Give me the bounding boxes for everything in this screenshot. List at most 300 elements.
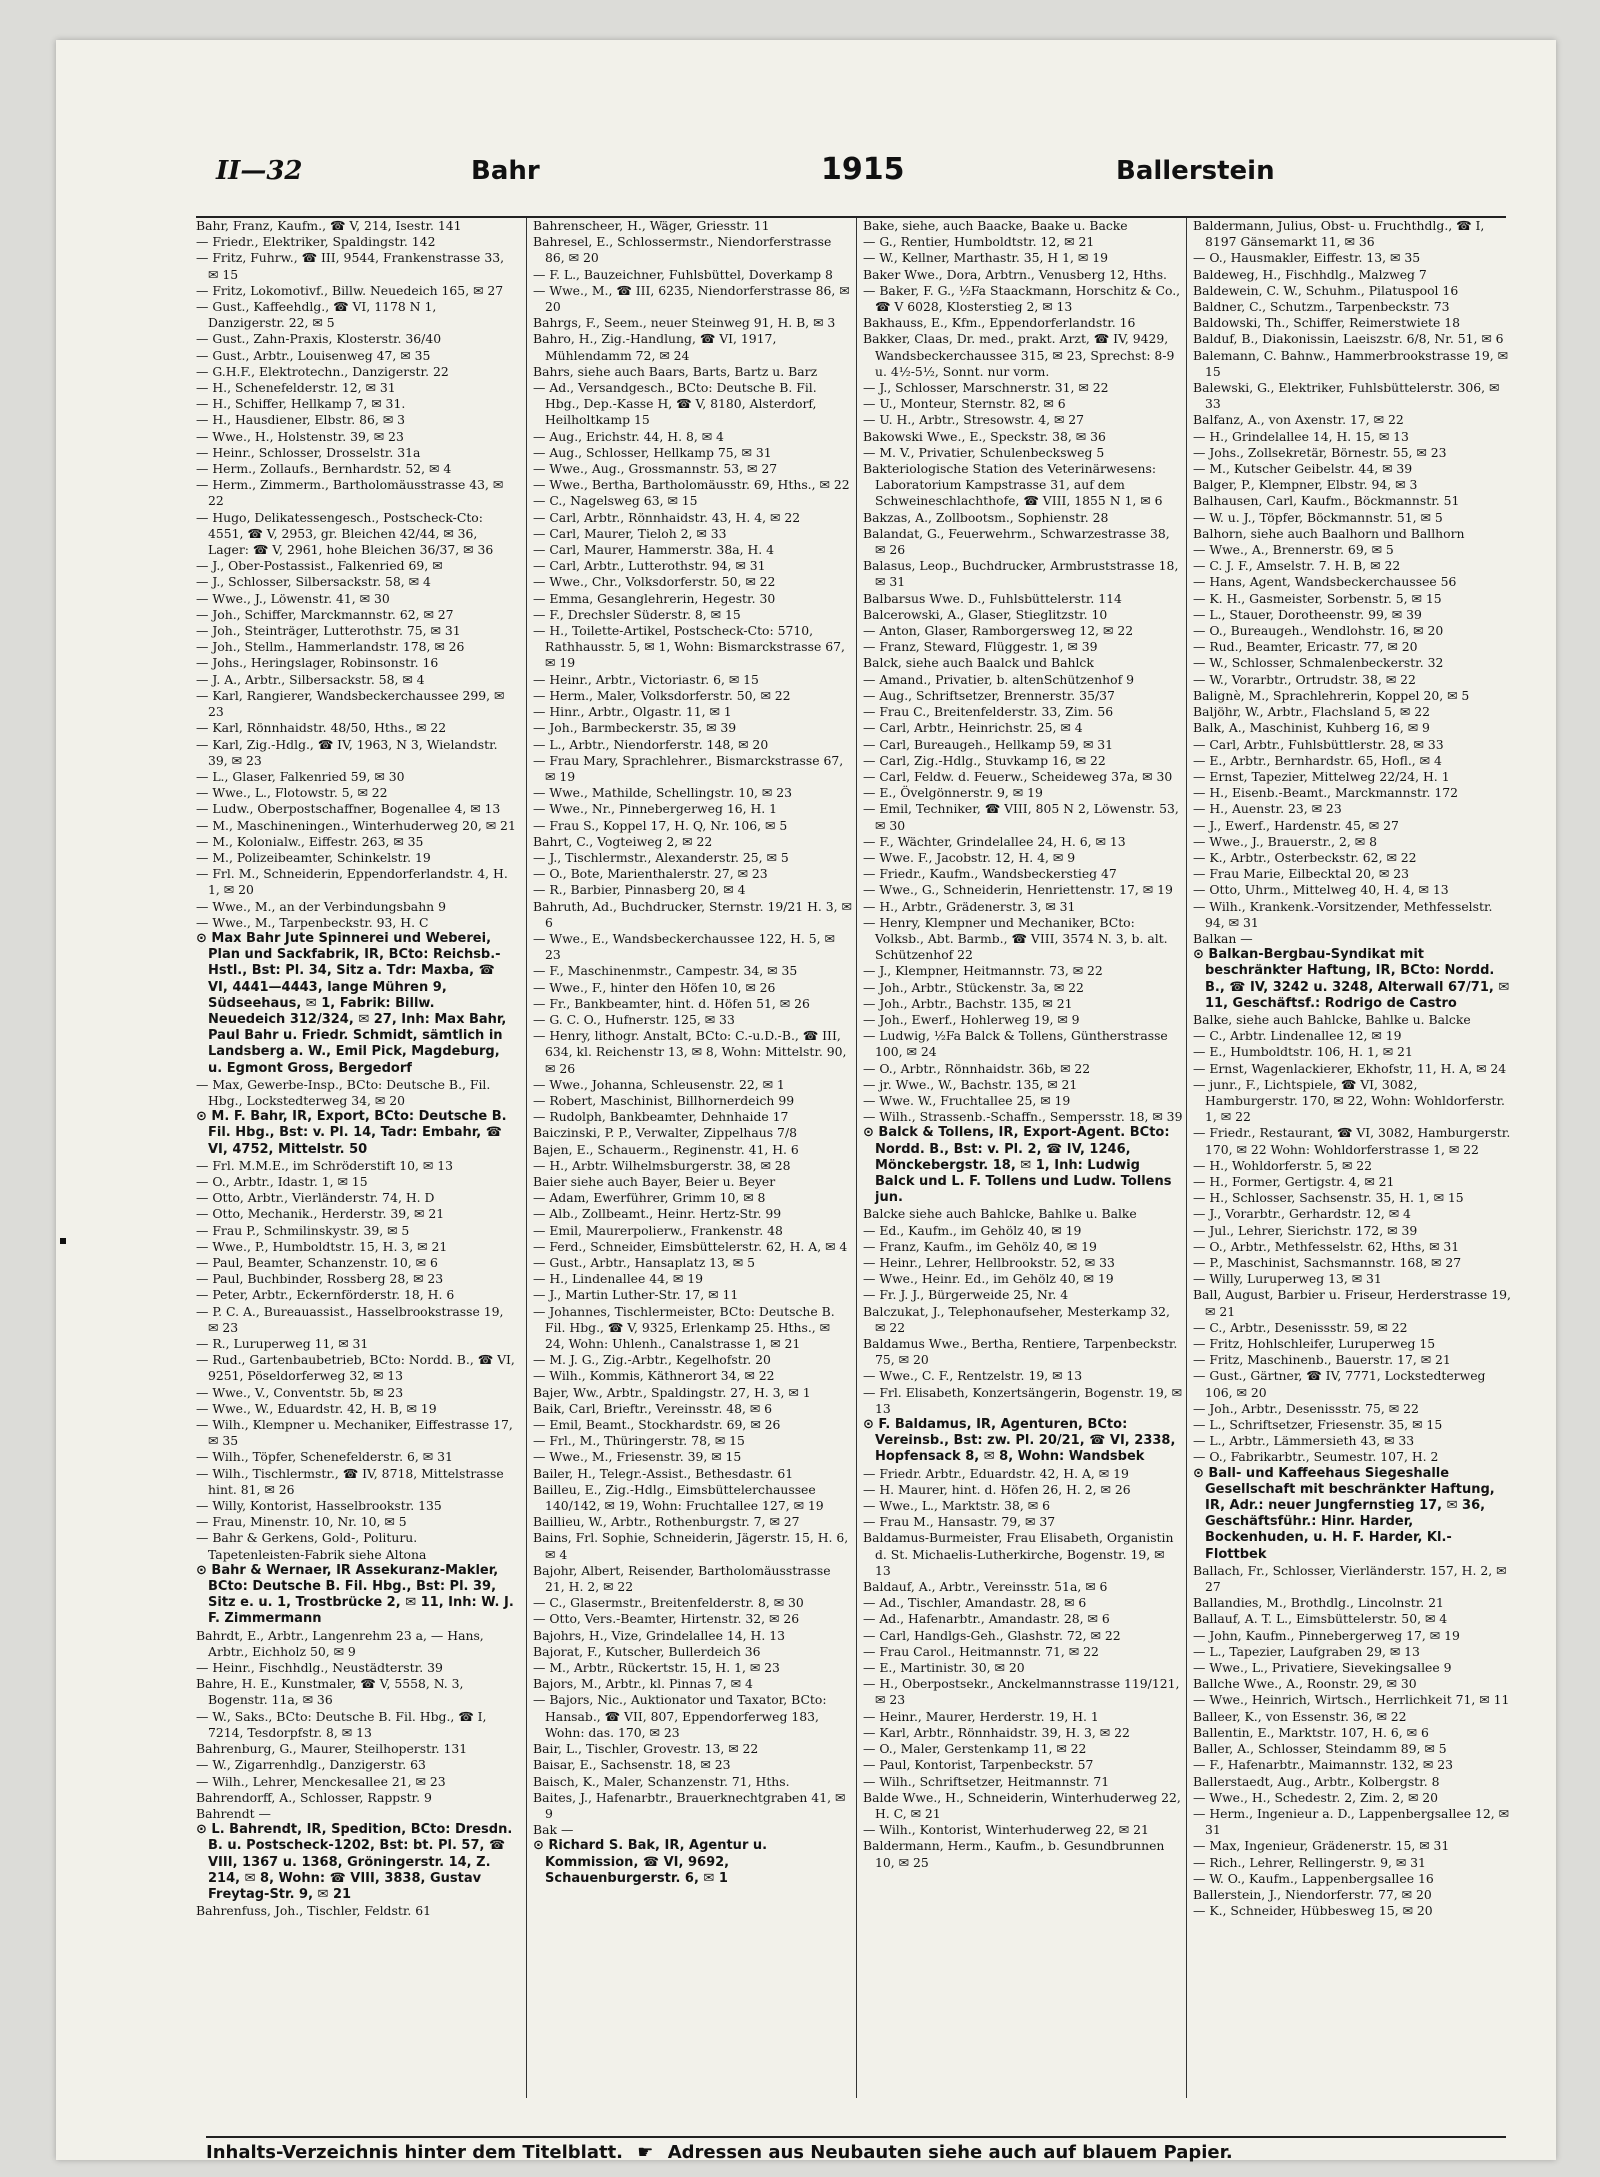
footer-new-buildings-note: Adressen aus Neubauten siehe auch auf blauem Papier. <box>667 2142 1233 2163</box>
directory-entry: — Fr., Bankbeamter, hint. d. Höfen 51, ✉ 26 <box>533 995 810 1011</box>
header-last-name: Ballerstein <box>1116 156 1275 186</box>
directory-entry: Bahruth, Ad., Buchdrucker, Sternstr. 19/21 H. 3, ✉ 6 <box>533 898 852 930</box>
directory-entry: — Wwe. F., Jacobstr. 12, H. 4, ✉ 9 <box>863 849 1076 865</box>
directory-entry: — J., Schlosser, Silbersackstr. 58, ✉ 4 <box>196 574 431 590</box>
directory-entry: — Gust., Gärtner, ☎ IV, 7771, Lockstedterweg 106, ✉ 20 <box>1193 1368 1486 1400</box>
directory-entry: Ballandies, M., Brothdlg., Lincolnstr. 21 <box>1193 1595 1444 1611</box>
directory-entry: Baldowski, Th., Schiffer, Reimerstwiete 18 <box>1193 315 1461 331</box>
directory-entry: — Carl, Arbtr., Rönnhaidstr. 43, H. 4, ✉ 22 <box>533 509 801 525</box>
directory-entry: — Franz, Kaufm., im Gehölz 40, ✉ 19 <box>863 1238 1097 1254</box>
directory-entry: — Wwe., Heinr. Ed., im Gehölz 40, ✉ 19 <box>863 1271 1114 1287</box>
directory-entry: — Anton, Glaser, Ramborgersweg 12, ✉ 22 <box>863 623 1134 639</box>
directory-entry: — W., Schlosser, Schmalenbeckerstr. 32 <box>1193 655 1444 671</box>
directory-entry: — Wilh., Kommis, Käthnerort 34, ✉ 22 <box>533 1368 775 1384</box>
directory-entry: Bahrt, C., Vogteiweg 2, ✉ 22 <box>533 833 713 849</box>
directory-entry: Bahrgs, F., Seem., neuer Steinweg 91, H. B, ✉ 3 <box>533 315 836 331</box>
directory-entry: — Hugo, Delikatessengesch., Postscheck-Cto: 4551, ☎ V, 2953, gr. Bleichen 42/44, ✉ 36, Lager: ☎ V, 2961, hohe Bleichen 36/37, ✉ 36 <box>196 509 494 558</box>
directory-entry: — C., Arbtr., Desenissstr. 59, ✉ 22 <box>1193 1319 1408 1335</box>
directory-entry: Baiczinski, P. P., Verwalter, Zippelhaus 7/8 <box>533 1125 798 1141</box>
directory-entry: — Otto, Uhrm., Mittelweg 40, H. 4, ✉ 13 <box>1193 882 1449 898</box>
directory-entry: — Joh., Stellm., Hammerlandstr. 178, ✉ 26 <box>196 639 465 655</box>
directory-entry: — O., Maler, Gerstenkamp 11, ✉ 22 <box>863 1741 1087 1757</box>
directory-entry: — G., Rentier, Humboldtstr. 12, ✉ 21 <box>863 234 1095 250</box>
directory-entry: — H., Hausdiener, Elbstr. 86, ✉ 3 <box>196 412 406 428</box>
directory-entry: — E., Martinistr. 30, ✉ 20 <box>863 1660 1025 1676</box>
directory-entry: Ballerstaedt, Aug., Arbtr., Kolbergstr. 8 <box>1193 1773 1440 1789</box>
footer-index-note: Inhalts-Verzeichnis hinter dem Titelblatt. <box>206 2142 624 2163</box>
directory-entry: — Joh., Barmbeckerstr. 35, ✉ 39 <box>533 720 737 736</box>
column-1 <box>196 218 516 2098</box>
directory-entry: — Ad., Hafenarbtr., Amandastr. 28, ✉ 6 <box>863 1611 1110 1627</box>
directory-entry: — R., Luruperweg 11, ✉ 31 <box>196 1336 369 1352</box>
directory-entry: Balk, A., Maschinist, Kuhberg 16, ✉ 9 <box>1193 720 1430 736</box>
directory-entry: Bakhauss, E., Kfm., Eppendorferlandstr. 16 <box>863 315 1136 331</box>
directory-entry: — Karl, Arbtr., Rönnhaidstr. 39, H. 3, ✉ 22 <box>863 1724 1130 1740</box>
directory-entry: Ballerstein, J., Niendorferstr. 77, ✉ 20 <box>1193 1886 1432 1902</box>
directory-entry: — M., Maschineningen., Winterhuderweg 20, ✉ 21 <box>196 817 516 833</box>
directory-entry: — Herm., Maler, Volksdorferstr. 50, ✉ 22 <box>533 687 791 703</box>
directory-entry: — O., Arbtr., Idastr. 1, ✉ 15 <box>196 1173 368 1189</box>
directory-entry: — Fritz, Maschinenb., Bauerstr. 17, ✉ 21 <box>1193 1352 1451 1368</box>
directory-entry: — R., Barbier, Pinnasberg 20, ✉ 4 <box>533 882 746 898</box>
directory-entry: Balfanz, A., von Axenstr. 17, ✉ 22 <box>1193 412 1404 428</box>
directory-entry: — Gust., Zahn-Praxis, Klosterstr. 36/40 <box>196 331 442 347</box>
directory-entry: — Wilh., Schriftsetzer, Heitmannstr. 71 <box>863 1773 1110 1789</box>
directory-entry: — E., Arbtr., Bernhardstr. 65, Hofl., ✉ 4 <box>1193 752 1442 768</box>
directory-entry: — Wwe., E., Wandsbeckerchaussee 122, H. 5, ✉ 23 <box>533 930 835 963</box>
directory-entry: — H. Maurer, hint. d. Höfen 26, H. 2, ✉ 26 <box>863 1481 1131 1497</box>
directory-entry: Bakteriologische Station des Veterinärwesens: Laboratorium Kampstrasse 31, auf dem Schweineschlachthofe, ☎ VIII, 1855 N 1, ✉ 6 <box>863 461 1163 509</box>
directory-entry: — Heinr., Schlosser, Drosselstr. 31a <box>196 444 421 460</box>
directory-entry: Bahresel, E., Schlossermstr., Niendorferstrasse 86, ✉ 20 <box>533 234 832 266</box>
directory-entry: — Wwe., V., Conventstr. 5b, ✉ 23 <box>196 1384 404 1400</box>
directory-entry: — J., Klempner, Heitmannstr. 73, ✉ 22 <box>863 963 1103 979</box>
directory-entry: — Karl, Rangierer, Wandsbeckerchaussee 299, ✉ 23 <box>196 687 505 720</box>
directory-entry: — Rudolph, Bankbeamter, Dehnhaide 17 <box>533 1109 789 1125</box>
directory-entry: — Paul, Kontorist, Tarpenbeckstr. 57 <box>863 1757 1094 1773</box>
directory-entry: — O., Hausmakler, Eiffestr. 13, ✉ 35 <box>1193 250 1421 266</box>
directory-entry: — U., Monteur, Sternstr. 82, ✉ 6 <box>863 396 1066 412</box>
directory-entry: Ball, August, Barbier u. Friseur, Herderstrasse 19, ✉ 21 <box>1193 1287 1511 1319</box>
directory-entry: Bahre, H. E., Kunstmaler, ☎ V, 5558, N. 3, Bogenstr. 11a, ✉ 36 <box>196 1676 464 1708</box>
directory-entry: Bakker, Claas, Dr. med., prakt. Arzt, ☎ IV, 9429, Wandsbeckerchaussee 315, ✉ 23, Sprechst: 8-9 u. 4½-5½, Sonnt. nur vorm. <box>863 331 1175 379</box>
directory-entry: Baisch, K., Maler, Schanzenstr. 71, Hths. <box>533 1773 790 1789</box>
directory-entry: — Ed., Kaufm., im Gehölz 40, ✉ 19 <box>863 1222 1082 1238</box>
directory-entry: — P., Maschinist, Sachsmannstr. 168, ✉ 27 <box>1193 1255 1462 1270</box>
directory-entry: — H., Grindelallee 14, H. 15, ✉ 13 <box>1193 428 1409 444</box>
directory-entry: Baites, J., Hafenarbtr., Brauerknechtgraben 41, ✉ 9 <box>533 1789 846 1821</box>
directory-entry: — M., Kutscher Geibelstr. 44, ✉ 39 <box>1193 461 1413 477</box>
directory-entry: — O., Bureaugeh., Wendlohstr. 16, ✉ 20 <box>1193 623 1444 639</box>
directory-entry: Ballauf, A. T. L., Eimsbüttelerstr. 50, ✉ 4 <box>1193 1611 1448 1627</box>
directory-entry: Baldner, C., Schutzm., Tarpenbeckstr. 73 <box>1193 299 1450 315</box>
directory-entry: — Wwe., Chr., Volksdorferstr. 50, ✉ 22 <box>533 574 776 590</box>
directory-entry: — Hinr., Arbtr., Olgastr. 11, ✉ 1 <box>533 704 732 720</box>
directory-entry: — L., Schriftsetzer, Friesenstr. 35, ✉ 15 <box>1193 1417 1443 1433</box>
directory-entry: — Wwe., H., Schedestr. 2, Zim. 2, ✉ 20 <box>1193 1789 1439 1805</box>
directory-entry: — M. J. G., Zig.-Arbtr., Kegelhofstr. 20 <box>533 1352 771 1368</box>
directory-entry: Baller, A., Schlosser, Steindamm 89, ✉ 5 <box>1193 1741 1447 1757</box>
directory-entry: Balemann, C. Bahnw., Hammerbrookstrasse 19, ✉ 15 <box>1193 347 1508 379</box>
directory-entry: — K. H., Gasmeister, Sorbenstr. 5, ✉ 15 <box>1193 590 1442 606</box>
directory-entry: Baillieu, W., Arbtr., Rothenburgstr. 7, ✉ 27 <box>533 1514 800 1530</box>
directory-entry: Bakzas, A., Zollbootsm., Sophienstr. 28 <box>863 509 1109 525</box>
directory-entry: Bair, L., Tischler, Grovestr. 13, ✉ 22 <box>533 1741 759 1757</box>
directory-entry: — Heinr., Fischhdlg., Neustädterstr. 39 <box>196 1660 443 1676</box>
directory-entry: — Frl., M., Thüringerstr. 78, ✉ 15 <box>533 1433 745 1449</box>
directory-entry: — Wwe., M., ☎ III, 6235, Niendorferstrasse 86, ✉ 20 <box>533 282 850 315</box>
directory-entry: ⊙ M. F. Bahr, IR, Export, BCto: Deutsche B. Fil. Hbg., Bst: v. Pl. 14, Tadr: Embahr, ☎ VI, 4752, Mittelstr. 50 <box>196 1109 507 1157</box>
directory-entry: — H., Arbtr., Grädenerstr. 3, ✉ 31 <box>863 898 1076 914</box>
directory-entry: Bajors, M., Arbtr., kl. Pinnas 7, ✉ 4 <box>533 1676 753 1692</box>
directory-entry: — Robert, Maschinist, Billhornerdeich 99 <box>533 1092 795 1108</box>
directory-entry: — junr., F., Lichtspiele, ☎ VI, 3082, Hamburgerstr. 170, ✉ 22, Wohn: Wohldorferstr. 1, ✉ 22 <box>1193 1076 1505 1125</box>
directory-entry: — Max, Ingenieur, Grädenerstr. 15, ✉ 31 <box>1193 1838 1450 1854</box>
directory-entry: Baldauf, A., Arbtr., Vereinsstr. 51a, ✉ 6 <box>863 1579 1108 1595</box>
directory-entry: — Frau Carol., Heitmannstr. 71, ✉ 22 <box>863 1643 1099 1659</box>
directory-entry: — Friedr., Kaufm., Wandsbeckerstieg 47 <box>863 866 1117 882</box>
directory-entry: ⊙ Bahr & Wernaer, IR Assekuranz-Makler, BCto: Deutsche B. Fil. Hbg., Bst: Pl. 39, Sitz e. u. 1, Trostbrücke 2, ✉ 11, Inh: W. J. F. Zimmermann <box>196 1562 514 1627</box>
directory-entry: — F., Hafenarbtr., Maimannstr. 132, ✉ 23 <box>1193 1757 1454 1773</box>
directory-entry: — Wwe., F., hinter den Höfen 10, ✉ 26 <box>533 979 776 995</box>
directory-columns <box>196 216 1511 2133</box>
directory-entry: — Wwe., Mathilde, Schellingstr. 10, ✉ 23 <box>533 785 792 801</box>
directory-entry: — Wwe., L., Flotowstr. 5, ✉ 22 <box>196 785 388 801</box>
directory-entry: — H., Oberpostsekr., Anckelmannstrasse 119/121, ✉ 23 <box>863 1676 1180 1708</box>
directory-entry: Bailer, H., Telegr.-Assist., Bethesdastr. 61 <box>533 1465 794 1481</box>
directory-entry: — E., Övelgönnerstr. 9, ✉ 19 <box>863 785 1043 801</box>
directory-entry: — Frau, Minenstr. 10, Nr. 10, ✉ 5 <box>196 1514 407 1530</box>
directory-entry: — Paul, Beamter, Schanzenstr. 10, ✉ 6 <box>196 1255 438 1270</box>
directory-entry: — L., Arbtr., Lämmersieth 43, ✉ 33 <box>1193 1433 1415 1449</box>
directory-entry: — Wwe., Bertha, Bartholomäusstr. 69, Hths., ✉ 22 <box>533 477 850 493</box>
directory-entry: — Bahr & Gerkens, Gold-, Polituru. Tapetenleisten-Fabrik siehe Altona <box>196 1530 427 1562</box>
directory-entry: Balasus, Leop., Buchdrucker, Armbruststrasse 18, ✉ 31 <box>863 558 1179 590</box>
directory-entry: — J., Schlosser, Marschnerstr. 31, ✉ 22 <box>863 380 1109 396</box>
directory-entry: Bajer, Ww., Arbtr., Spaldingstr. 27, H. 3, ✉ 1 <box>533 1384 811 1400</box>
directory-entry: Bahrs, siehe auch Baars, Barts, Bartz u. Barz <box>533 363 818 379</box>
directory-entry: — C., Glasermstr., Breitenfelderstr. 8, ✉ 30 <box>533 1595 804 1611</box>
directory-entry: — Carl, Feldw. d. Feuerw., Scheideweg 37a, ✉ 30 <box>863 768 1173 784</box>
directory-entry: — Max, Gewerbe-Insp., BCto: Deutsche B., Fil. Hbg., Lockstedterweg 34, ✉ 20 <box>196 1076 491 1108</box>
directory-entry: — J., Tischlermstr., Alexanderstr. 25, ✉ 5 <box>533 849 789 865</box>
directory-entry: — O., Fabrikarbtr., Seumestr. 107, H. 2 <box>1193 1449 1439 1465</box>
directory-entry: Balcerowski, A., Glaser, Stieglitzstr. 10 <box>863 606 1108 622</box>
directory-entry: ⊙ Ball- und Kaffeehaus Siegeshalle Gesellschaft mit beschränkter Haftung, IR, Adr.: neuer Jungfernstieg 17, ✉ 36, Geschäftsführ.: Hinr. Harder, Bockenhuden, u. H. F. Harder, Kl.-Flottbek <box>1193 1465 1495 1562</box>
directory-entry: Baljöhr, W., Arbtr., Flachsland 5, ✉ 22 <box>1193 704 1430 720</box>
directory-entry: — Wilh., Lehrer, Menckesallee 21, ✉ 23 <box>196 1773 446 1789</box>
directory-entry: — Aug., Schriftsetzer, Brennerstr. 35/37 <box>863 687 1115 703</box>
directory-entry: — Aug., Erichstr. 44, H. 8, ✉ 4 <box>533 428 724 444</box>
directory-entry: — Frau M., Hansastr. 79, ✉ 37 <box>863 1514 1056 1530</box>
directory-entry: Balbarsus Wwe. D., Fuhlsbüttelerstr. 114 <box>863 590 1122 606</box>
directory-entry: — Paul, Buchbinder, Rossberg 28, ✉ 23 <box>196 1271 444 1287</box>
directory-entry: — Carl, Bureaugeh., Hellkamp 59, ✉ 31 <box>863 736 1114 752</box>
directory-entry: — Wwe., W., Eduardstr. 42, H. B, ✉ 19 <box>196 1400 437 1416</box>
directory-entry: — Joh., Schiffer, Marckmannstr. 62, ✉ 27 <box>196 606 454 622</box>
directory-entry: — Frau P., Schmilinskystr. 39, ✉ 5 <box>196 1222 410 1238</box>
directory-entry: — F., Wächter, Grindelallee 24, H. 6, ✉ 13 <box>863 833 1126 849</box>
directory-entry: — M., Kolonialw., Eiffestr. 263, ✉ 35 <box>196 833 424 849</box>
directory-entry: Balde Wwe., H., Schneiderin, Winterhuderweg 22, H. C, ✉ 21 <box>863 1789 1181 1821</box>
directory-entry: — Emil, Techniker, ☎ VIII, 805 N 2, Löwenstr. 53, ✉ 30 <box>863 801 1179 833</box>
directory-entry: — Bajors, Nic., Auktionator und Taxator, BCto: Hansab., ☎ VII, 807, Eppendorferweg 183, Wohn: das. 170, ✉ 23 <box>533 1692 827 1740</box>
directory-entry: — J., Ober-Postassist., Falkenried 69, ✉ <box>196 558 443 574</box>
directory-entry: — Wwe., L., Privatiere, Sievekingsallee 9 <box>1193 1660 1452 1676</box>
directory-entry: Balger, P., Klempner, Elbstr. 94, ✉ 3 <box>1193 477 1418 493</box>
directory-entry: — Adam, Ewerführer, Grimm 10, ✉ 8 <box>533 1190 766 1206</box>
directory-entry: — Joh., Arbtr., Bachstr. 135, ✉ 21 <box>863 995 1073 1011</box>
directory-entry: — C., Arbtr. Lindenallee 12, ✉ 19 <box>1193 1028 1402 1044</box>
directory-entry: — W. u. J., Töpfer, Böckmannstr. 51, ✉ 5 <box>1193 509 1443 525</box>
directory-entry: — C., Nagelsweg 63, ✉ 15 <box>533 493 698 509</box>
directory-entry: Bahrdt, E., Arbtr., Langenrehm 23 a, — Hans, Arbtr., Eichholz 50, ✉ 9 <box>196 1627 484 1659</box>
directory-entry: — Otto, Vers.-Beamter, Hirtenstr. 32, ✉ 26 <box>533 1611 800 1627</box>
directory-entry: — Friedr., Restaurant, ☎ VI, 3082, Hamburgerstr. 170, ✉ 22 Wohn: Wohldorferstrasse 1, ✉ 22 <box>1193 1125 1511 1157</box>
directory-entry: — Joh., Arbtr., Desenissstr. 75, ✉ 22 <box>1193 1400 1419 1416</box>
directory-entry: — F. L., Bauzeichner, Fuhlsbüttel, Doverkamp 8 <box>533 266 833 282</box>
directory-entry: — Wwe., G., Schneiderin, Henriettenstr. 17, ✉ 19 <box>863 882 1173 898</box>
directory-entry: — M., Arbtr., Rückertstr. 15, H. 1, ✉ 23 <box>533 1660 780 1676</box>
directory-entry: — J., Vorarbtr., Gerhardstr. 12, ✉ 4 <box>1193 1206 1411 1222</box>
directory-entry: — Heinr., Lehrer, Hellbrookstr. 52, ✉ 33 <box>863 1255 1115 1270</box>
directory-entry: — W. O., Kaufm., Lappenbergsallee 16 <box>1193 1870 1434 1886</box>
directory-entry: — Rud., Gartenbaubetrieb, BCto: Nordd. B., ☎ VI, 9251, Pöseldorferweg 32, ✉ 13 <box>196 1352 515 1384</box>
directory-entry: — Fritz, Lokomotivf., Billw. Neuedeich 165, ✉ 27 <box>196 282 504 298</box>
directory-entry: — Karl, Rönnhaidstr. 48/50, Hths., ✉ 22 <box>196 720 447 736</box>
directory-entry: Bahrenfuss, Joh., Tischler, Feldstr. 61 <box>196 1903 432 1919</box>
directory-entry: Bakowski Wwe., E., Speckstr. 38, ✉ 36 <box>863 428 1106 444</box>
directory-entry: — H., Schiffer, Hellkamp 7, ✉ 31. <box>196 396 406 412</box>
directory-entry: Baisar, E., Sachsenstr. 18, ✉ 23 <box>533 1757 731 1773</box>
directory-entry: — Wwe., P., Humboldtstr. 15, H. 3, ✉ 21 <box>196 1238 448 1254</box>
directory-entry: Bajohr, Albert, Reisender, Bartholomäusstrasse 21, H. 2, ✉ 22 <box>533 1562 831 1595</box>
directory-entry: Balhausen, Carl, Kaufm., Böckmannstr. 51 <box>1193 493 1460 509</box>
directory-entry: — Aug., Schlosser, Hellkamp 75, ✉ 31 <box>533 444 772 460</box>
directory-entry: — Franz, Steward, Flüggestr. 1, ✉ 39 <box>863 639 1098 655</box>
directory-entry: — O., Arbtr., Methfesselstr. 62, Hths, ✉ 31 <box>1193 1238 1460 1254</box>
directory-entry: Balczukat, J., Telephonaufseher, Mesterkamp 32, ✉ 22 <box>863 1303 1170 1335</box>
directory-entry: — F., Maschinenmstr., Campestr. 34, ✉ 35 <box>533 963 798 979</box>
directory-entry: Ballentin, E., Marktstr. 107, H. 6, ✉ 6 <box>1193 1724 1429 1740</box>
directory-entry: — Wwe., M., Friesenstr. 39, ✉ 15 <box>533 1449 742 1465</box>
directory-entry: — jr. Wwe., W., Bachstr. 135, ✉ 21 <box>863 1076 1078 1092</box>
directory-entry: Balduf, B., Diakonissin, Laeiszstr. 6/8, Nr. 51, ✉ 6 <box>1193 331 1504 347</box>
directory-entry: ⊙ Balck & Tollens, IR, Export-Agent. BCto: Nordd. B., Bst: v. Pl. 2, ☎ IV, 1246, Mönckebergstr. 18, ✉ 1, Inh: Ludwig Balck und L. F. Tollens und Ludw. Tollens jun. <box>863 1125 1172 1206</box>
directory-entry: Balhorn, siehe auch Baalhorn und Ballhorn <box>1193 525 1465 541</box>
directory-entry: — Frau Marie, Eilbecktal 20, ✉ 23 <box>1193 866 1410 882</box>
directory-entry: — H., Schenefelderstr. 12, ✉ 31 <box>196 380 396 396</box>
directory-entry: ⊙ F. Baldamus, IR, Agenturen, BCto: Vereinsb., Bst: zw. Pl. 20/21, ☎ VI, 2338, Hopfensack 8, ✉ 8, Wohn: Wandsbek <box>863 1417 1176 1465</box>
directory-entry: Balewski, G., Elektriker, Fuhlsbüttelerstr. 306, ✉ 33 <box>1193 380 1500 412</box>
directory-entry: — Baker, F. G., ½Fa Staackmann, Horschitz & Co., ☎ V 6028, Klosterstieg 2, ✉ 13 <box>863 282 1181 315</box>
directory-entry: — L., Tapezier, Laufgraben 29, ✉ 13 <box>1193 1643 1420 1659</box>
directory-entry: — Wwe., Aug., Grossmannstr. 53, ✉ 27 <box>533 461 778 477</box>
directory-entry: — Ludwig, ½Fa Balck & Tollens, Güntherstrasse 100, ✉ 24 <box>863 1028 1168 1060</box>
directory-entry: — Wwe., C. F., Rentzelstr. 19, ✉ 13 <box>863 1368 1083 1384</box>
directory-entry: — Wilh., Tischlermstr., ☎ IV, 8718, Mittelstrasse hint. 81, ✉ 26 <box>196 1465 504 1497</box>
directory-entry: — Willy, Kontorist, Hasselbrookstr. 135 <box>196 1498 442 1514</box>
directory-entry: — Fr. J. J., Bürgerweide 25, Nr. 4 <box>863 1287 1069 1303</box>
directory-entry: Baik, Carl, Brieftr., Vereinsstr. 48, ✉ 6 <box>533 1400 773 1416</box>
directory-entry: — Ernst, Wagenlackierer, Ekhofstr, 11, H. A, ✉ 24 <box>1193 1060 1507 1076</box>
directory-entry: Baldeweg, H., Fischhdlg., Malzweg 7 <box>1193 266 1427 282</box>
directory-entry: — P. C. A., Bureauassist., Hasselbrookstrasse 19, ✉ 23 <box>196 1303 504 1335</box>
directory-entry: — Johs., Zollsekretär, Börnestr. 55, ✉ 23 <box>1193 444 1447 460</box>
directory-entry: — G.H.F., Elektrotechn., Danzigerstr. 22 <box>196 363 449 379</box>
directory-entry: — Carl, Arbtr., Heinrichstr. 25, ✉ 4 <box>863 720 1083 736</box>
directory-entry: Bahr, Franz, Kaufm., ☎ V, 214, Isestr. 141 <box>196 218 462 233</box>
directory-entry: — Carl, Arbtr., Fuhlsbüttlerstr. 28, ✉ 33 <box>1193 736 1444 752</box>
directory-entry: Baker Wwe., Dora, Arbtrn., Venusberg 12, Hths. <box>863 266 1167 282</box>
directory-entry: — Wilh., Klempner u. Mechaniker, Eiffestrasse 17, ✉ 35 <box>196 1417 513 1449</box>
directory-entry: — Wwe., M., Tarpenbeckstr. 93, H. C <box>196 914 429 930</box>
directory-entry: Balleer, K., von Essenstr. 36, ✉ 22 <box>1193 1708 1407 1724</box>
directory-entry: Balcke siehe auch Bahlcke, Bahlke u. Balke <box>863 1206 1137 1222</box>
directory-entry: — Johs., Heringslager, Robinsonstr. 16 <box>196 655 439 671</box>
directory-entry: — Carl, Zig.-Hdlg., Stuvkamp 16, ✉ 22 <box>863 752 1106 768</box>
directory-entry: Bahrendorff, A., Schlosser, Rappstr. 9 <box>196 1789 432 1805</box>
directory-entry: — Gust., Kaffeehdlg., ☎ VI, 1178 N 1, Danzigerstr. 22, ✉ 5 <box>196 299 437 331</box>
directory-entry: — J., Ewerf., Hardenstr. 45, ✉ 27 <box>1193 817 1399 833</box>
directory-entry: — Carl, Handlgs-Geh., Glashstr. 72, ✉ 22 <box>863 1627 1121 1643</box>
directory-entry: — Heinr., Arbtr., Victoriastr. 6, ✉ 15 <box>533 671 759 687</box>
directory-entry: — H., Toilette-Artikel, Postscheck-Cto: 5710, Rathhausstr. 5, ✉ 1, Wohn: Bismarckstrasse 67, ✉ 19 <box>533 623 845 671</box>
directory-entry: Bak — <box>533 1822 574 1838</box>
directory-entry: — Carl, Maurer, Hammerstr. 38a, H. 4 <box>533 542 775 558</box>
directory-entry: — Herm., Zollaufs., Bernhardstr. 52, ✉ 4 <box>196 461 452 477</box>
directory-entry: Balignè, M., Sprachlehrerin, Koppel 20, ✉ 5 <box>1193 687 1470 703</box>
directory-entry: — Frl. Elisabeth, Konzertsängerin, Bogenstr. 19, ✉ 13 <box>863 1384 1182 1416</box>
directory-page <box>56 40 1556 2163</box>
directory-entry: — Otto, Arbtr., Vierländerstr. 74, H. D <box>196 1190 435 1206</box>
directory-entry: — Herm., Zimmerm., Bartholomäusstrasse 43, ✉ 22 <box>196 477 504 509</box>
directory-entry: Bajen, E., Schauerm., Reginenstr. 41, H. 6 <box>533 1141 799 1157</box>
directory-entry: Balkan — <box>1193 930 1253 946</box>
directory-entry: Baier siehe auch Bayer, Beier u. Beyer <box>533 1173 776 1189</box>
directory-entry: — Wwe., Heinrich, Wirtsch., Herrlichkeit 71, ✉ 11 <box>1193 1692 1510 1708</box>
directory-entry: — H., Arbtr. Wilhelmsburgerstr. 38, ✉ 28 <box>533 1157 791 1173</box>
page-header <box>126 138 1506 198</box>
directory-entry: — Frl. M., Schneiderin, Eppendorferlandstr. 4, H. 1, ✉ 20 <box>196 866 508 898</box>
directory-entry: — U. H., Arbtr., Stresowstr. 4, ✉ 27 <box>863 412 1085 428</box>
directory-entry: Ballach, Fr., Schlosser, Vierländerstr. 157, H. 2, ✉ 27 <box>1193 1562 1507 1595</box>
directory-entry: — L., Stauer, Dorotheenstr. 99, ✉ 39 <box>1193 606 1422 622</box>
directory-entry: — Friedr. Arbtr., Eduardstr. 42, H. A, ✉ 19 <box>863 1465 1129 1481</box>
directory-entry: Bahrenburg, G., Maurer, Steilhoperstr. 131 <box>196 1741 468 1757</box>
directory-entry: — Wwe., J., Löwenstr. 41, ✉ 30 <box>196 590 390 606</box>
directory-entry: — W., Zigarrenhdlg., Danzigerstr. 63 <box>196 1757 426 1773</box>
directory-entry: — K., Arbtr., Osterbeckstr. 62, ✉ 22 <box>1193 849 1417 865</box>
directory-entry: — Emil, Maurerpolierw., Frankenstr. 48 <box>533 1222 783 1238</box>
directory-entry: — H., Schlosser, Sachsenstr. 35, H. 1, ✉ 15 <box>1193 1190 1464 1206</box>
directory-entry: Bahrendt — <box>196 1805 271 1821</box>
directory-entry: — H., Wohldorferstr. 5, ✉ 22 <box>1193 1157 1373 1173</box>
directory-entry: — Wwe. W., Fruchtallee 25, ✉ 19 <box>863 1092 1071 1108</box>
directory-entry: Bailleu, E., Zig.-Hdlg., Eimsbüttelerchaussee 140/142, ✉ 19, Wohn: Fruchtallee 127, ✉ 19 <box>533 1481 824 1514</box>
directory-entry: — G. C. O., Hufnerstr. 125, ✉ 33 <box>533 1011 735 1027</box>
directory-entry: — Alb., Zollbeamt., Heinr. Hertz-Str. 99 <box>533 1206 782 1222</box>
directory-entry: Balke, siehe auch Bahlcke, Bahlke u. Balcke <box>1193 1011 1471 1027</box>
directory-entry: — W., Vorarbtr., Ortrudstr. 38, ✉ 22 <box>1193 671 1416 687</box>
directory-entry: Baldamus Wwe., Bertha, Rentiere, Tarpenbeckstr. 75, ✉ 20 <box>863 1336 1178 1368</box>
directory-entry: — W., Kellner, Marthastr. 35, H 1, ✉ 19 <box>863 250 1109 266</box>
directory-entry: — Wilh., Krankenk.-Vorsitzender, Methfesselstr. 94, ✉ 31 <box>1193 898 1493 930</box>
directory-entry: — H., Lindenallee 44, ✉ 19 <box>533 1271 704 1287</box>
directory-entry: — H., Former, Gertigstr. 4, ✉ 21 <box>1193 1173 1395 1189</box>
directory-entry: — Wwe., Johanna, Schleusenstr. 22, ✉ 1 <box>533 1076 785 1092</box>
directory-entry: Bains, Frl. Sophie, Schneiderin, Jägerstr. 15, H. 6, ✉ 4 <box>533 1530 849 1562</box>
directory-entry: — Gust., Arbtr., Hansaplatz 13, ✉ 5 <box>533 1255 756 1270</box>
directory-entry: — L., Glaser, Falkenried 59, ✉ 30 <box>196 768 405 784</box>
directory-entry: — Fritz, Hohlschleifer, Luruperweg 15 <box>1193 1336 1436 1352</box>
page-footer <box>206 2136 1506 2163</box>
directory-entry: — C. J. F., Amselstr. 7. H. B, ✉ 22 <box>1193 558 1401 574</box>
directory-entry: — Gust., Arbtr., Louisenweg 47, ✉ 35 <box>196 347 431 363</box>
directory-entry: Baldamus-Burmeister, Frau Elisabeth, Organistin d. St. Michaelis-Lutherkirche, Bogenstr. 19, ✉ 13 <box>863 1530 1174 1578</box>
column-4 <box>1186 218 1513 2098</box>
directory-entry: — Amand., Privatier, b. altenSchützenhof 9 <box>863 671 1134 687</box>
directory-entry: — Wwe., A., Brennerstr. 69, ✉ 5 <box>1193 542 1394 558</box>
directory-entry: — H., Auenstr. 23, ✉ 23 <box>1193 801 1342 817</box>
directory-entry: — K., Schneider, Hübbesweg 15, ✉ 20 <box>1193 1903 1433 1919</box>
directory-entry: ⊙ Max Bahr Jute Spinnerei und Weberei, Plan und Sackfabrik, IR, BCto: Reichsb.-Hstl., Bst: Pl. 34, Sitz a. Tdr: Maxba, ☎ VI, 4441—4443, lange Mühren 9, Südseehaus, ✉ 1, Fabrik: Billw. Neuedeich 312/324, ✉ 27, Inh: Max Bahr, Paul Bahr u. Friedr. Schmidt, sämtlich in Landsberg a. W., Emil Pick, Magdeburg, u. Egmont Gross, Bergedorf <box>196 930 507 1076</box>
directory-entry: — Wilh., Strassenb.-Schaffn., Sempersstr. 18, ✉ 39 <box>863 1109 1183 1125</box>
directory-entry: — J., Martin Luther-Str. 17, ✉ 11 <box>533 1287 739 1303</box>
directory-entry: — Willy, Luruperweg 13, ✉ 31 <box>1193 1271 1382 1287</box>
directory-entry: — Carl, Maurer, Tieloh 2, ✉ 33 <box>533 525 727 541</box>
directory-entry: — L., Arbtr., Niendorferstr. 148, ✉ 20 <box>533 736 769 752</box>
directory-entry: — Otto, Mechanik., Herderstr. 39, ✉ 21 <box>196 1206 445 1222</box>
directory-entry: ⊙ Richard S. Bak, IR, Agentur u. Kommission, ☎ VI, 9692, Schauenburgerstr. 6, ✉ 1 <box>533 1838 768 1886</box>
directory-entry: Baldermann, Julius, Obst- u. Fruchthdlg., ☎ I, 8197 Gänsemarkt 11, ✉ 36 <box>1193 218 1485 250</box>
directory-entry: Ballche Wwe., A., Roonstr. 29, ✉ 30 <box>1193 1676 1417 1692</box>
directory-entry: — Ernst, Tapezier, Mittelweg 22/24, H. 1 <box>1193 768 1450 784</box>
directory-entry: — John, Kaufm., Pinnebergerweg 17, ✉ 19 <box>1193 1627 1460 1643</box>
header-first-name: Bahr <box>471 156 540 186</box>
directory-entry: ⊙ L. Bahrendt, IR, Spedition, BCto: Dresdn. B. u. Postscheck-1202, Bst: bt. Pl. 57, ☎ VIII, 1367 u. 1368, Gröningerstr. 14, Z. 214, ✉ 8, Wohn: ☎ VIII, 3838, Gustav Freytag-Str. 9, ✉ 21 <box>196 1822 513 1902</box>
directory-entry: — Jul., Lehrer, Sierichstr. 172, ✉ 39 <box>1193 1222 1418 1238</box>
directory-entry: — Frau S., Koppel 17, H. Q, Nr. 106, ✉ 5 <box>533 817 788 833</box>
directory-entry: — M. V., Privatier, Schulenbecksweg 5 <box>863 444 1105 460</box>
directory-entry: — Ad., Tischler, Amandastr. 28, ✉ 6 <box>863 1595 1087 1611</box>
directory-entry: — Herm., Ingenieur a. D., Lappenbergsallee 12, ✉ 31 <box>1193 1805 1509 1838</box>
directory-entry: Balck, siehe auch Baalck und Bahlck <box>863 655 1094 671</box>
directory-entry: — Rich., Lehrer, Rellingerstr. 9, ✉ 31 <box>1193 1854 1426 1870</box>
directory-entry: — Ludw., Oberpostschaffner, Bogenallee 4, ✉ 13 <box>196 801 501 817</box>
directory-entry: — Heinr., Maurer, Herderstr. 19, H. 1 <box>863 1708 1099 1724</box>
directory-entry: — Frl. M.M.E., im Schröderstift 10, ✉ 13 <box>196 1157 453 1173</box>
directory-entry: — E., Humboldtstr. 106, H. 1, ✉ 21 <box>1193 1044 1413 1060</box>
directory-entry: — Henry, lithogr. Anstalt, BCto: C.-u.D.-B., ☎ III, 634, kl. Reichenstr 13, ✉ 8, Wohn: Mittelstr. 90, ✉ 26 <box>533 1028 847 1076</box>
directory-entry: — Frau Mary, Sprachlehrer., Bismarckstrasse 67, ✉ 19 <box>533 752 844 784</box>
directory-entry: — Wilh., Töpfer, Schenefelderstr. 6, ✉ 31 <box>196 1449 453 1465</box>
directory-entry: Bahro, H., Zig.-Handlung, ☎ VI, 1917, Mühlendamm 72, ✉ 24 <box>533 331 777 363</box>
directory-entry: — Friedr., Elektriker, Spaldingstr. 142 <box>196 234 436 250</box>
directory-entry: — O., Bote, Marienthalerstr. 27, ✉ 23 <box>533 866 768 882</box>
directory-entry: — Emil, Beamt., Stockhardstr. 69, ✉ 26 <box>533 1417 781 1433</box>
directory-entry: — Wilh., Kontorist, Winterhuderweg 22, ✉ 21 <box>863 1822 1149 1838</box>
directory-entry: — Ferd., Schneider, Eimsbüttelerstr. 62, H. A, ✉ 4 <box>533 1238 848 1254</box>
directory-entry: — Henry, Klempner und Mechaniker, BCto: Volksb., Abt. Barmb., ☎ VIII, 3574 N. 3, b. alt. Schützenhof 22 <box>863 914 1168 963</box>
directory-entry: — H., Eisenb.-Beamt., Marckmannstr. 172 <box>1193 785 1459 801</box>
directory-entry: — Karl, Zig.-Hdlg., ☎ IV, 1963, N 3, Wielandstr. 39, ✉ 23 <box>196 736 498 768</box>
directory-entry: — Wwe., H., Holstenstr. 39, ✉ 23 <box>196 428 404 444</box>
directory-entry: — Joh., Ewerf., Hohlerweg 19, ✉ 9 <box>863 1011 1080 1027</box>
directory-entry: — O., Arbtr., Rönnhaidstr. 36b, ✉ 22 <box>863 1060 1091 1076</box>
directory-entry: — Fritz, Fuhrw., ☎ III, 9544, Frankenstrasse 33, ✉ 15 <box>196 250 505 282</box>
directory-entry: — Wwe., M., an der Verbindungsbahn 9 <box>196 898 446 914</box>
